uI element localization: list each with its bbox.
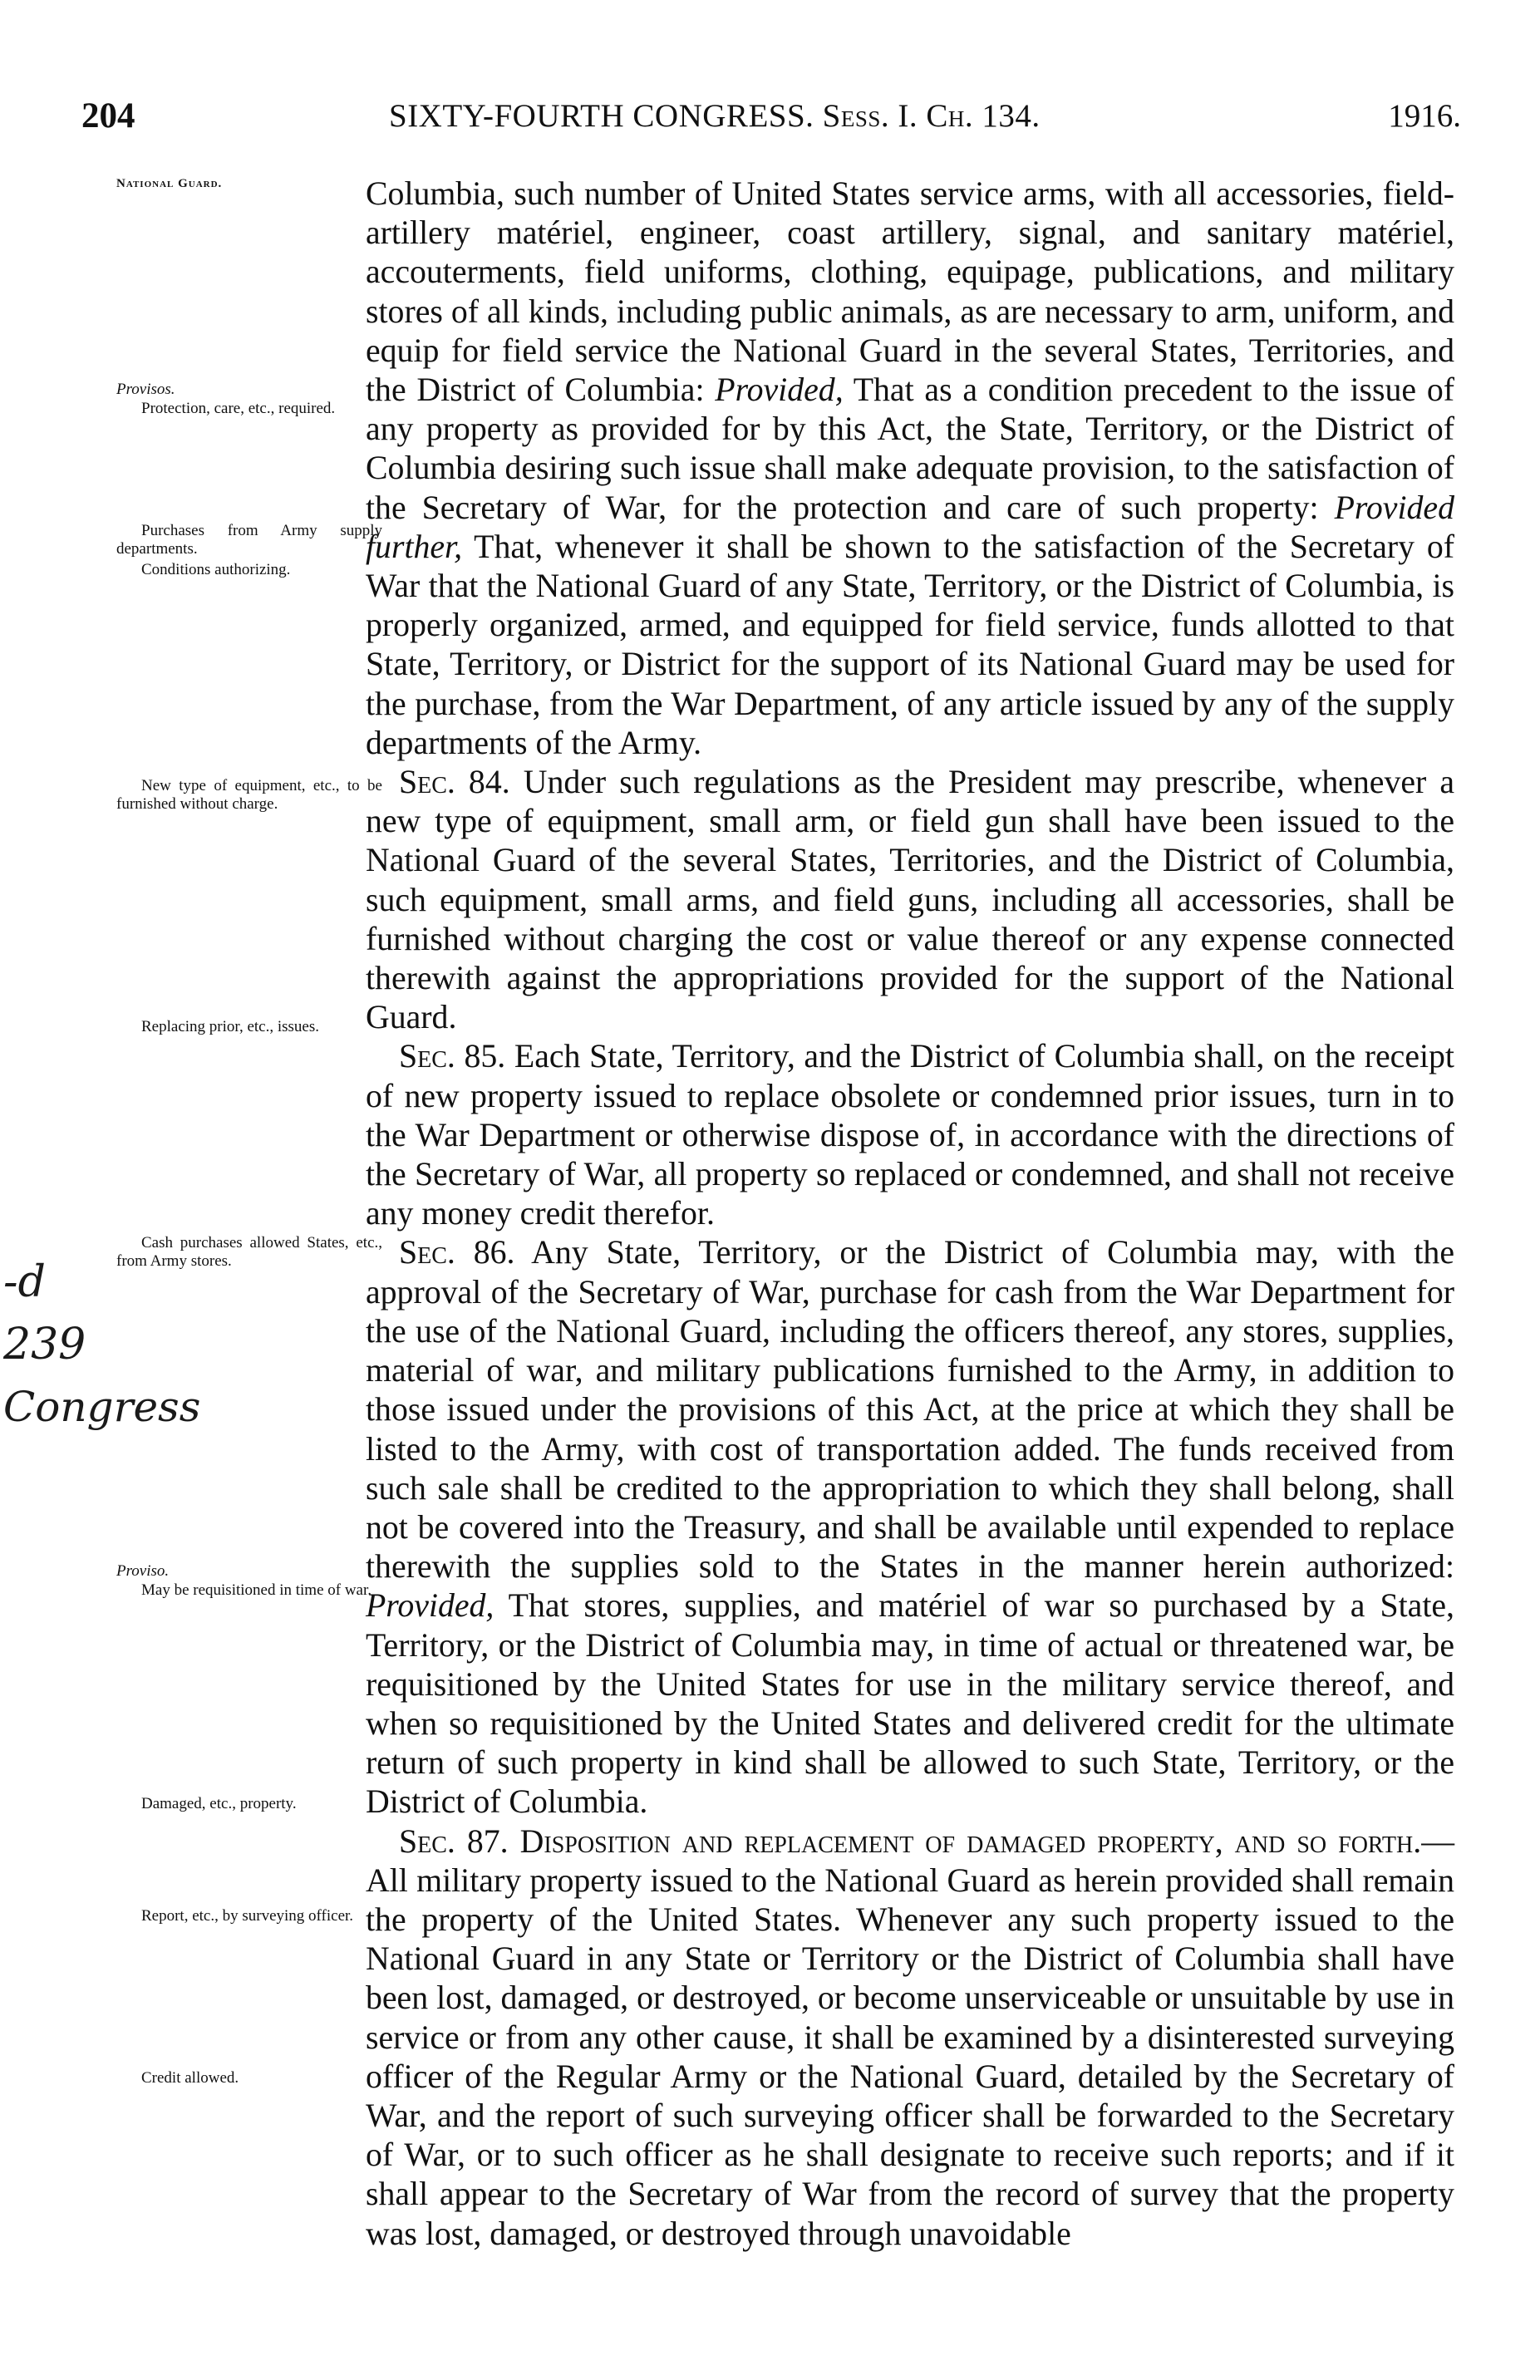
year: 1916. xyxy=(1388,98,1461,134)
margin-note-conditions: Conditions authorizing. xyxy=(141,561,291,578)
session-number: I. xyxy=(898,98,918,134)
section-85 xyxy=(366,1037,1454,1233)
margin-note-report: Report, etc., by surveying officer. xyxy=(141,1907,354,1925)
section-label: Sec. 85. xyxy=(399,1038,506,1075)
handwriting-line-3: Congress xyxy=(3,1383,201,1431)
section-label: Sec. 84. xyxy=(399,764,510,801)
margin-note-damaged: Damaged, etc., property. xyxy=(141,1795,297,1812)
handwritten-annotation xyxy=(0,1247,249,1446)
margin-note-cash-purchases: Cash purchases allowed States, etc., from Army stores. xyxy=(116,1234,382,1270)
margin-note-credit: Credit allowed. xyxy=(141,2069,239,2087)
section-87 xyxy=(366,1822,1454,2254)
session-abbr: Sess. xyxy=(822,98,890,134)
provided-term: Provided, xyxy=(715,371,844,409)
margin-note-requisitioned: May be requisitioned in time of war. xyxy=(141,1581,372,1599)
section-84 xyxy=(366,763,1454,1037)
margin-note-protection: Protection, care, etc., required. xyxy=(141,400,336,417)
margin-note-provisos: Provisos. xyxy=(116,381,175,398)
handwriting-line-2: 239 xyxy=(3,1320,86,1369)
margin-note-proviso: Proviso. xyxy=(116,1562,170,1580)
provided-further-term: Provided further, xyxy=(366,489,1454,565)
margin-note-purchases: Purchases from Army supply departments. xyxy=(116,522,382,558)
margin-notes xyxy=(0,0,382,2380)
page-number: 204 xyxy=(81,96,135,135)
text-run: Any State, Territory, or the District of Columbia may, with the approval of the Secretary of War, purchase for cash from the War Department for the use of the National Guard, including the officers thereof, any stores, supplies, material of war, and military publications furnished to the Army, in addition to those issued under the provisions of this Act, at the price at which they shall be listed to the Army, with cost of transportation added. The funds received from such sale shall be credited to the appropriation to which they shall belong, shall not be covered into the Treasury, and shall be available until expended to replace therewith the supplies sold to the States in the manner herein authorized: xyxy=(366,1234,1454,1586)
section-title: Disposition and replacement of damaged property, and so forth. xyxy=(508,1822,1422,1860)
text-run: That stores, supplies, and matériel of war so purchased by a State, Territory, or the District of Columbia may, in time of actual or threatened war, be requisitioned by the United States for use in the military service thereof, and when so requisitioned by the United States and delivered credit for the ultimate return of such property in kind shall be allowed to such State, Territory, or the District of Columbia. xyxy=(366,1587,1454,1821)
text-run: Each State, Territory, and the District of Columbia shall, on the receipt of new property issued to replace obsolete or condemned prior issues, turn in to the War Department or otherwise dispose of, in accordance with the directions of the Secretary of War, all property so replaced or condemned, and shall not receive any money credit therefor. xyxy=(366,1038,1454,1232)
paragraph-sec-83-continued xyxy=(366,175,1454,763)
text-run: That, whenever it shall be shown to the satisfaction of the Secretary of War that the National Guard of any State, Territory, or the District of Columbia, is properly organized, armed, and equipped for field service, funds allotted to that State, Territory, or District for the support of its National Guard may be used for the purchase, from the War Department, of any article issued by any of the supply departments of the Army. xyxy=(366,528,1454,761)
margin-note-national-guard: National Guard. xyxy=(116,177,223,190)
handwriting-line-1: -d xyxy=(3,1257,46,1307)
text-run: Columbia, such number of United States service arms, with all accessories, field-artillery matériel, engineer, coast artillery, signal, and sanitary matériel, accouterments, field uniforms, clothing, equipage, publications, and military stores of all kinds, including public animals, as are necessary to arm, uniform, and equip for field service the National Guard in the several States, Territories, and the District of Columbia: xyxy=(366,175,1454,409)
section-86 xyxy=(366,1233,1454,1822)
section-label: Sec. 87. xyxy=(399,1822,509,1860)
margin-note-replacing: Replacing prior, etc., issues. xyxy=(141,1018,319,1035)
chapter-number: 134. xyxy=(982,98,1041,134)
text-run: —All military property issued to the National Guard as herein provided shall remain the property of the United States. Whenever any such property issued to the National Guard in any State or Territory or the District of Columbia shall have been lost, damaged, or destroyed, or become unserviceable or unsuitable by use in service or from any other cause, it shall be examined by a disinterested surveying officer of the Regular Army or the National Guard, detailed by the Secretary of War, and the report of such surveying officer shall be forwarded to the Secretary of War, or to such officer as he shall designate to receive such reports; and if it shall appear to the Secretary of War from the record of survey that the property was lost, damaged, or destroyed through unavoidable xyxy=(366,1822,1454,2252)
running-title xyxy=(389,91,1041,141)
congress-title: SIXTY-FOURTH CONGRESS. xyxy=(389,98,814,134)
section-label: Sec. 86. xyxy=(399,1234,515,1271)
margin-note-new-type: New type of equipment, etc., to be furnished without charge. xyxy=(116,777,382,813)
chapter-abbr: Ch. xyxy=(926,98,974,134)
text-run: That as a condition precedent to the issue of any property as provided for by this Act, the State, Territory, or the District of Columbia desiring such issue shall make adequate provision, to the satisfaction of the Secretary of War, for the protection and care of such property: xyxy=(366,371,1455,526)
text-run: Under such regulations as the President may prescribe, whenever a new type of equipment, small arm, or field gun shall have been issued to the National Guard of the several States, Territories, and the District of Columbia, such equipment, small arms, and field guns, including all accessories, shall be furnished without charging the cost or value thereof or any expense connected therewith against the appropriations provided for the support of the National Guard. xyxy=(366,764,1454,1036)
statute-body xyxy=(366,175,1454,2254)
provided-term: Provided, xyxy=(366,1587,494,1625)
